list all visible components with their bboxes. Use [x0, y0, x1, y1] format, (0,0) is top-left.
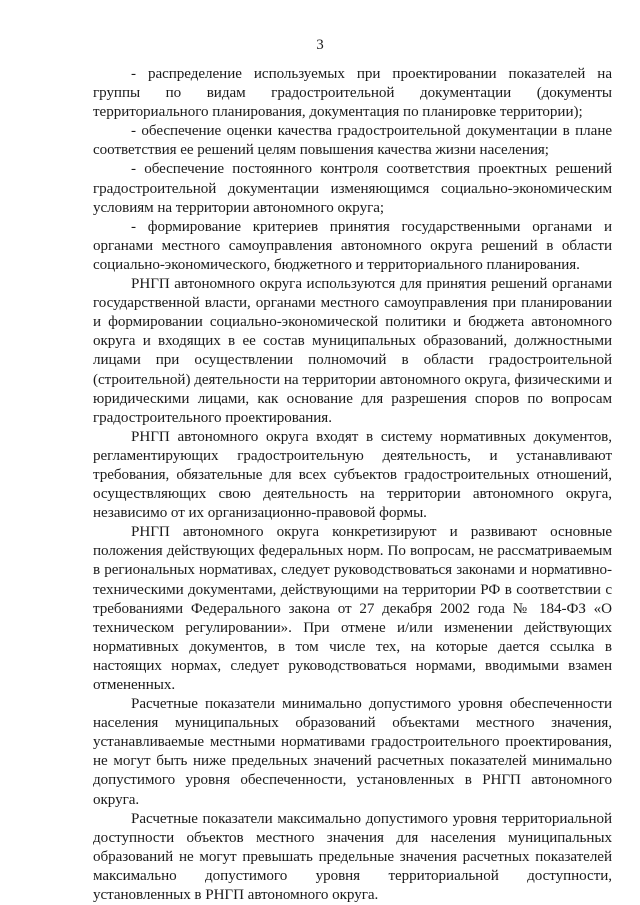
list-item-constant-control: - обеспечение постоянного контроля соответствия проектных решений градостроительной документации изменяющимся социально-экономическим условиям на территории автономного округа;: [93, 161, 612, 216]
list-item-quality-assessment: - обеспечение оценки качества градостроительной документации в плане соответствия ее решений целям повышения качества жизни населения;: [93, 123, 612, 159]
paragraph-maximum-accessibility: Расчетные показатели максимально допустимого уровня территориальной доступности объектов местного значения для населения муниципальных образований не могут превышать предельные значения расчетных показателей максимально допустимого уровня территориальной доступности, установленных в РНГП автономного округа.: [93, 810, 612, 904]
paragraph-minimum-level: Расчетные показатели минимально допустимого уровня обеспеченности населения муниципальных образований объектами местного значения, устанавливаемые местными нормативами градостроительного проектирования, не могут быть ниже предельных значений расчетных показателей минимально допустимого уровня обеспеченности, установленных в РНГП автономного округа.: [93, 696, 612, 808]
list-item-distribution: - распределение используемых при проектировании показателей на группы по видам градостроительной документации (документы территориального планирования, документация по планировке территории);: [93, 66, 612, 121]
paragraph-normative-system: РНГП автономного округа входят в систему нормативных документов, регламентирующих градостроительную деятельность, и устанавливают требования, обязательные для всех субъектов градостроительных отношений, осуществляющих свою деятельность на территории автономного округа, независимо от их организационно-правовой формы.: [93, 428, 612, 522]
paragraph-usage: РНГП автономного округа используются для принятия решений органами государственной власти, органами местного самоуправления при планировании и формировании социально-экономической политики и бюджета автономного округа и входящих в ее состав муниципальных образований, должностными лицами при осуществлении полномочий в области градостроительной (строительной) деятельности на территории автономного округа, физическими и юридическими лицами, как основание для разрешения споров по вопросам градостроительного проектирования.: [93, 276, 612, 426]
paragraph-federal-norms: РНГП автономного округа конкретизируют и развивают основные положения действующих федеральных норм. По вопросам, не рассматриваемым в региональных нормативах, следует руководствоваться законами и нормативно-техническими документами, действующими на территории РФ в соответствии с требованиями Федерального закона от 27 декабря 2002 года № 184-ФЗ «О техническом регулировании». При отмене и/или изменении действующих нормативных документов, в том числе тех, на которые дается ссылка в настоящих нормах, следует руководствоваться нормами, вводимыми взамен отмененных.: [93, 524, 612, 693]
document-body: [93, 65, 612, 905]
page-number: 3: [316, 37, 324, 53]
list-item-criteria: - формирование критериев принятия государственными органами и органами местного самоуправления автономного округа решений в области социально-экономического, бюджетного и территориального планирования.: [93, 218, 612, 273]
